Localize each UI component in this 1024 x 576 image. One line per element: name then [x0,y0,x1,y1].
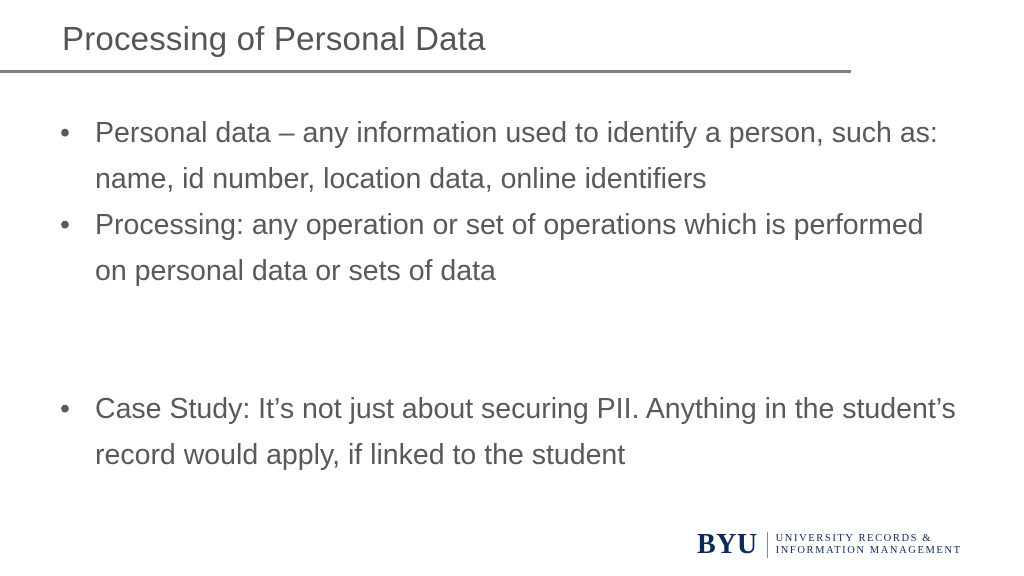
logo-divider [767,532,768,558]
bullet-processing [60,202,960,294]
bullet-case-study [60,386,960,478]
title-underline [0,70,851,73]
bullet-dot-icon: • [60,209,70,241]
byu-wordmark: BYU [697,529,758,560]
bullet-text: Case Study: It’s not just about securing PII. Anything in the student’s record would apply, if linked to the student [95,393,956,471]
slide-title: Processing of Personal Data [62,20,486,57]
logo-line-1: UNIVERSITY RECORDS & [775,533,933,544]
byu-records-logo [697,530,962,560]
bullet-dot-icon: • [60,117,70,149]
bullet-text: Processing: any operation or set of operations which is performed on personal data or sets of data [95,209,924,287]
bullet-dot-icon: • [60,393,70,425]
bullet-text: Personal data – any information used to identify a person, such as: name, id number, location data, online identifiers [95,117,938,195]
bullet-list [60,110,960,478]
logo-line-2: INFORMATION MANAGEMENT [775,545,962,556]
logo-department-name [776,533,962,557]
bullet-personal-data [60,110,960,202]
